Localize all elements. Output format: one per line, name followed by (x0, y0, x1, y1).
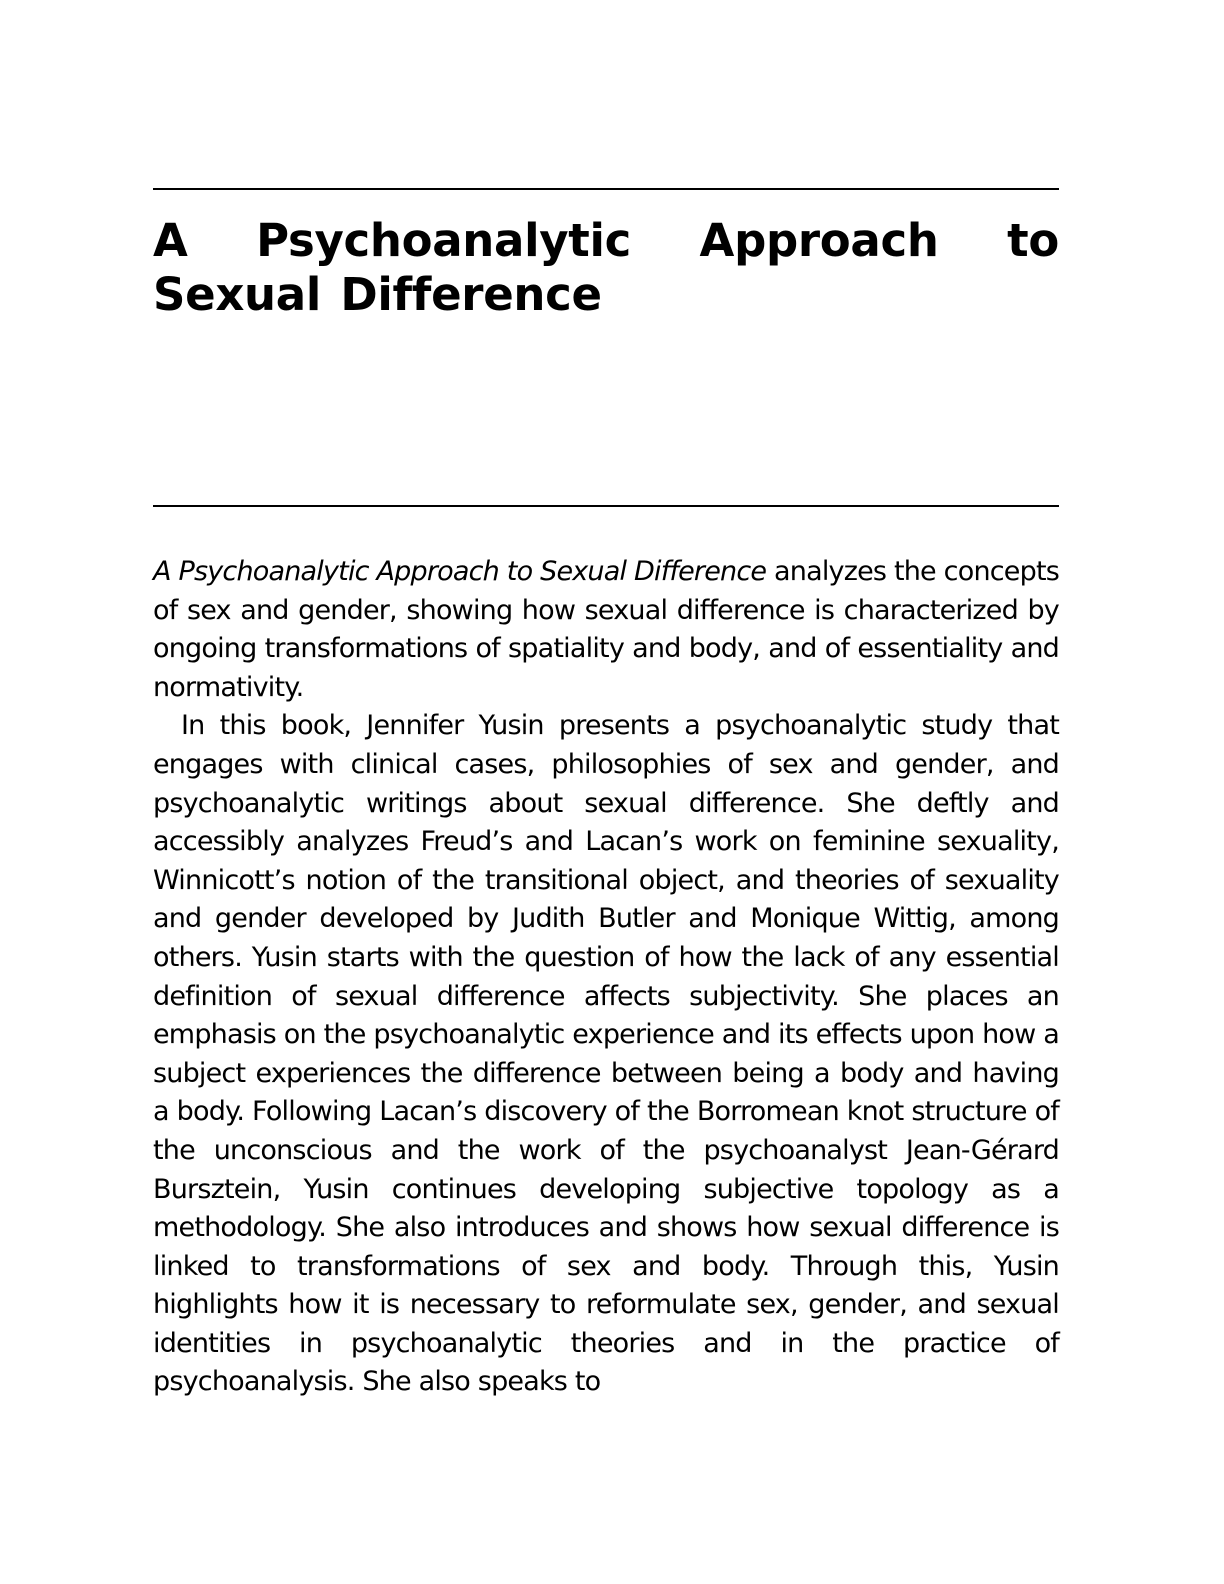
description-body (153, 553, 1059, 1402)
italic-book-title: A Psychoanalytic Approach to Sexual Difference (153, 556, 767, 587)
paragraph-1 (153, 553, 1059, 707)
top-rule (153, 188, 1059, 190)
paragraph-1-text: analyzes the concepts of sex and gender, showing how sexual difference is characterized by ongoing transformations of spatiality and body, and of essentiality and normativity. (153, 556, 1060, 703)
bottom-rule (153, 505, 1059, 507)
paragraph-2: In this book, Jennifer Yusin presents a psychoanalytic study that engages with clinical cases, philosophies of sex and gender, and psychoanalytic writings about sexual difference. She deftly and accessibly analyzes Freud’s and Lacan’s work on feminine sexuality, Winnicott’s notion of the transitional object, and theories of sexuality and gender developed by Judith Butler and Monique Wittig, among others. Yusin starts with the question of how the lack of any essential definition of sexual difference affects subjectivity. She places an emphasis on the psychoanalytic experience and its effects upon how a subject experiences the difference between being a body and having a body. Following Lacan’s discovery of the Borromean knot structure of the unconscious and the work of the psychoanalyst Jean-Gérard Bursztein, Yusin continues developing subjective topology as a methodology. She also introduces and shows how sexual difference is linked to transformations of sex and body. Through this, Yusin highlights how it is necessary to reformulate sex, gender, and sexual identities in psychoanalytic theories and in the practice of psychoanalysis. She also speaks to (153, 710, 1059, 1398)
page-title: A Psychoanalytic Approach to Sexual Difference (153, 214, 1059, 321)
